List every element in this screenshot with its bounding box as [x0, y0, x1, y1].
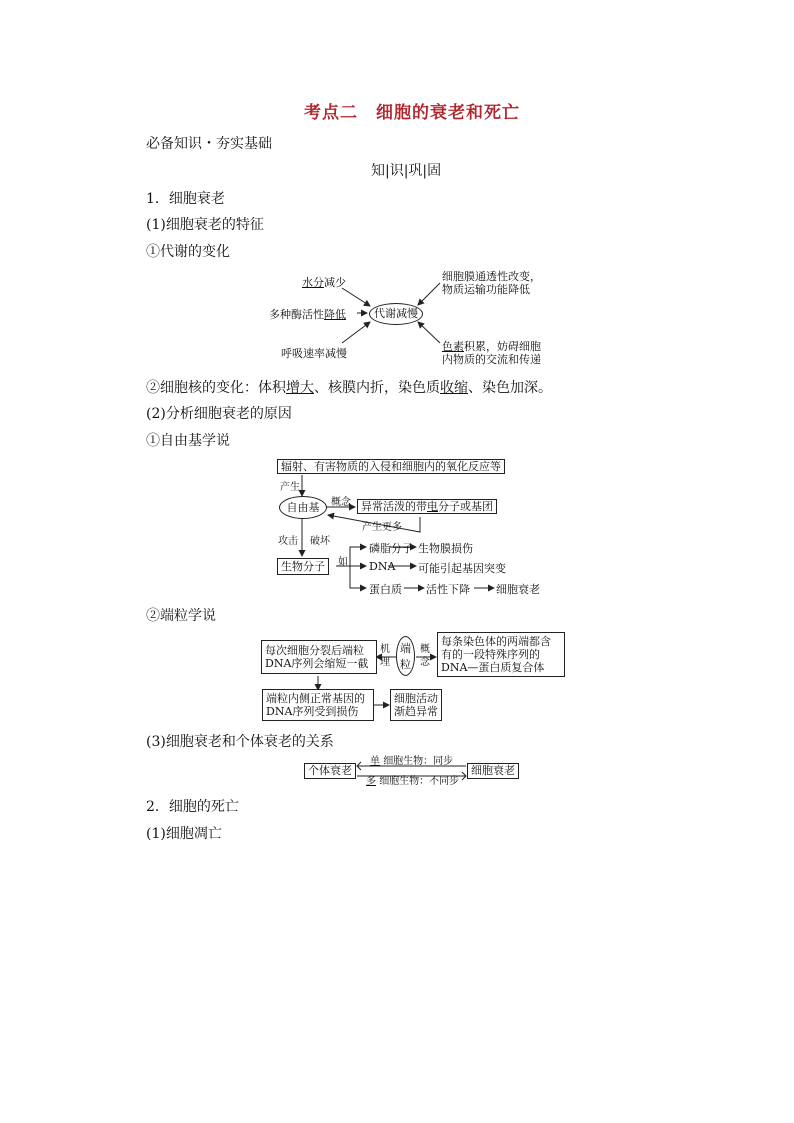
free-radical-center: 自由基: [279, 496, 327, 519]
heading-metabolism: ①代谢的变化: [146, 244, 230, 260]
page-title: 考点二 细胞的衰老和死亡: [304, 103, 520, 123]
heading-aging-features: (1)细胞衰老的特征: [146, 217, 264, 233]
metabolism-pigment-2: 内物质的交流和传递: [442, 353, 541, 366]
metabolism-membrane-1: 细胞膜通透性改变，: [442, 270, 541, 283]
nucleus-change: ②细胞核的变化：体积增大、核膜内折，染色质收缩、染色加深。: [146, 380, 552, 396]
telomere-concept: 概 念: [420, 644, 430, 668]
relation-unicellular: 单 细胞生物：同步: [370, 756, 454, 767]
row-membrane-damage: 生物膜损伤: [418, 542, 473, 555]
heading-aging-causes: (2)分析细胞衰老的原因: [146, 406, 292, 422]
row-phospholipid: 磷脂分子: [369, 542, 413, 555]
heading-cell-aging: 1．细胞衰老: [146, 191, 225, 207]
row-protein: 蛋白质: [369, 583, 402, 596]
row-gene-mutation: 可能引起基因突变: [418, 562, 506, 575]
metabolism-membrane-2: 物质运输功能降低: [442, 283, 530, 296]
row-dna: DNA: [369, 560, 396, 573]
free-radical-concept: 概念: [331, 497, 351, 508]
metabolism-enzyme: 多种酶活性降低: [269, 308, 346, 321]
telomere-left-box: 每次细胞分裂后端粒 DNA序列会缩短一截: [261, 640, 377, 674]
free-radical-attack: 攻击: [278, 536, 298, 547]
bio-molecule-box: 生物分子: [277, 558, 329, 575]
free-radical-concept-box: 异常活泼的带电分子或基团: [357, 499, 497, 514]
telomere-center: 端 粒: [396, 636, 415, 676]
heading-free-radical: ①自由基学说: [146, 433, 230, 449]
individual-aging-box: 个体衰老: [304, 763, 356, 779]
metabolism-respiration: 呼吸速率减慢: [281, 347, 347, 360]
heading-relation: (3)细胞衰老和个体衰老的关系: [146, 734, 334, 750]
heading-apoptosis: (1)细胞凋亡: [146, 826, 222, 842]
free-radical-destroy: 破坏: [310, 536, 330, 547]
relation-multicellular: 多 细胞生物：不同步: [366, 776, 460, 787]
free-radical-source-box: 辐射、有害物质的入侵和细胞内的氧化反应等: [277, 459, 505, 474]
heading-cell-death: 2．细胞的死亡: [146, 799, 239, 815]
cell-aging-box: 细胞衰老: [467, 763, 519, 779]
row-activity-down: 活性下降: [426, 583, 470, 596]
section-label: 必备知识・夯实基础: [146, 136, 272, 152]
row-cell-aging: 细胞衰老: [496, 583, 540, 596]
free-radical-produce: 产生: [280, 482, 300, 493]
metabolism-pigment-1: 色素积累，妨碍细胞: [442, 340, 541, 353]
metabolism-center: 代谢减慢: [369, 303, 423, 325]
telomere-bottom-right-box: 细胞活动 渐趋异常: [390, 689, 442, 721]
subhead: 知|识|巩|固: [371, 163, 442, 179]
telomere-mechanism: 机 理: [380, 644, 390, 668]
telomere-right-box: 每条染色体的两端都含 有的一段特殊序列的 DNA—蛋白质复合体: [437, 632, 565, 677]
metabolism-water: 水分减少: [302, 276, 346, 289]
heading-telomere: ②端粒学说: [146, 608, 216, 624]
free-radical-produce-more: 产生更多: [362, 522, 402, 533]
free-radical-such-as: 如: [338, 557, 348, 568]
telomere-bottom-left-box: 端粒内侧正常基因的 DNA序列受到损伤: [262, 689, 374, 721]
